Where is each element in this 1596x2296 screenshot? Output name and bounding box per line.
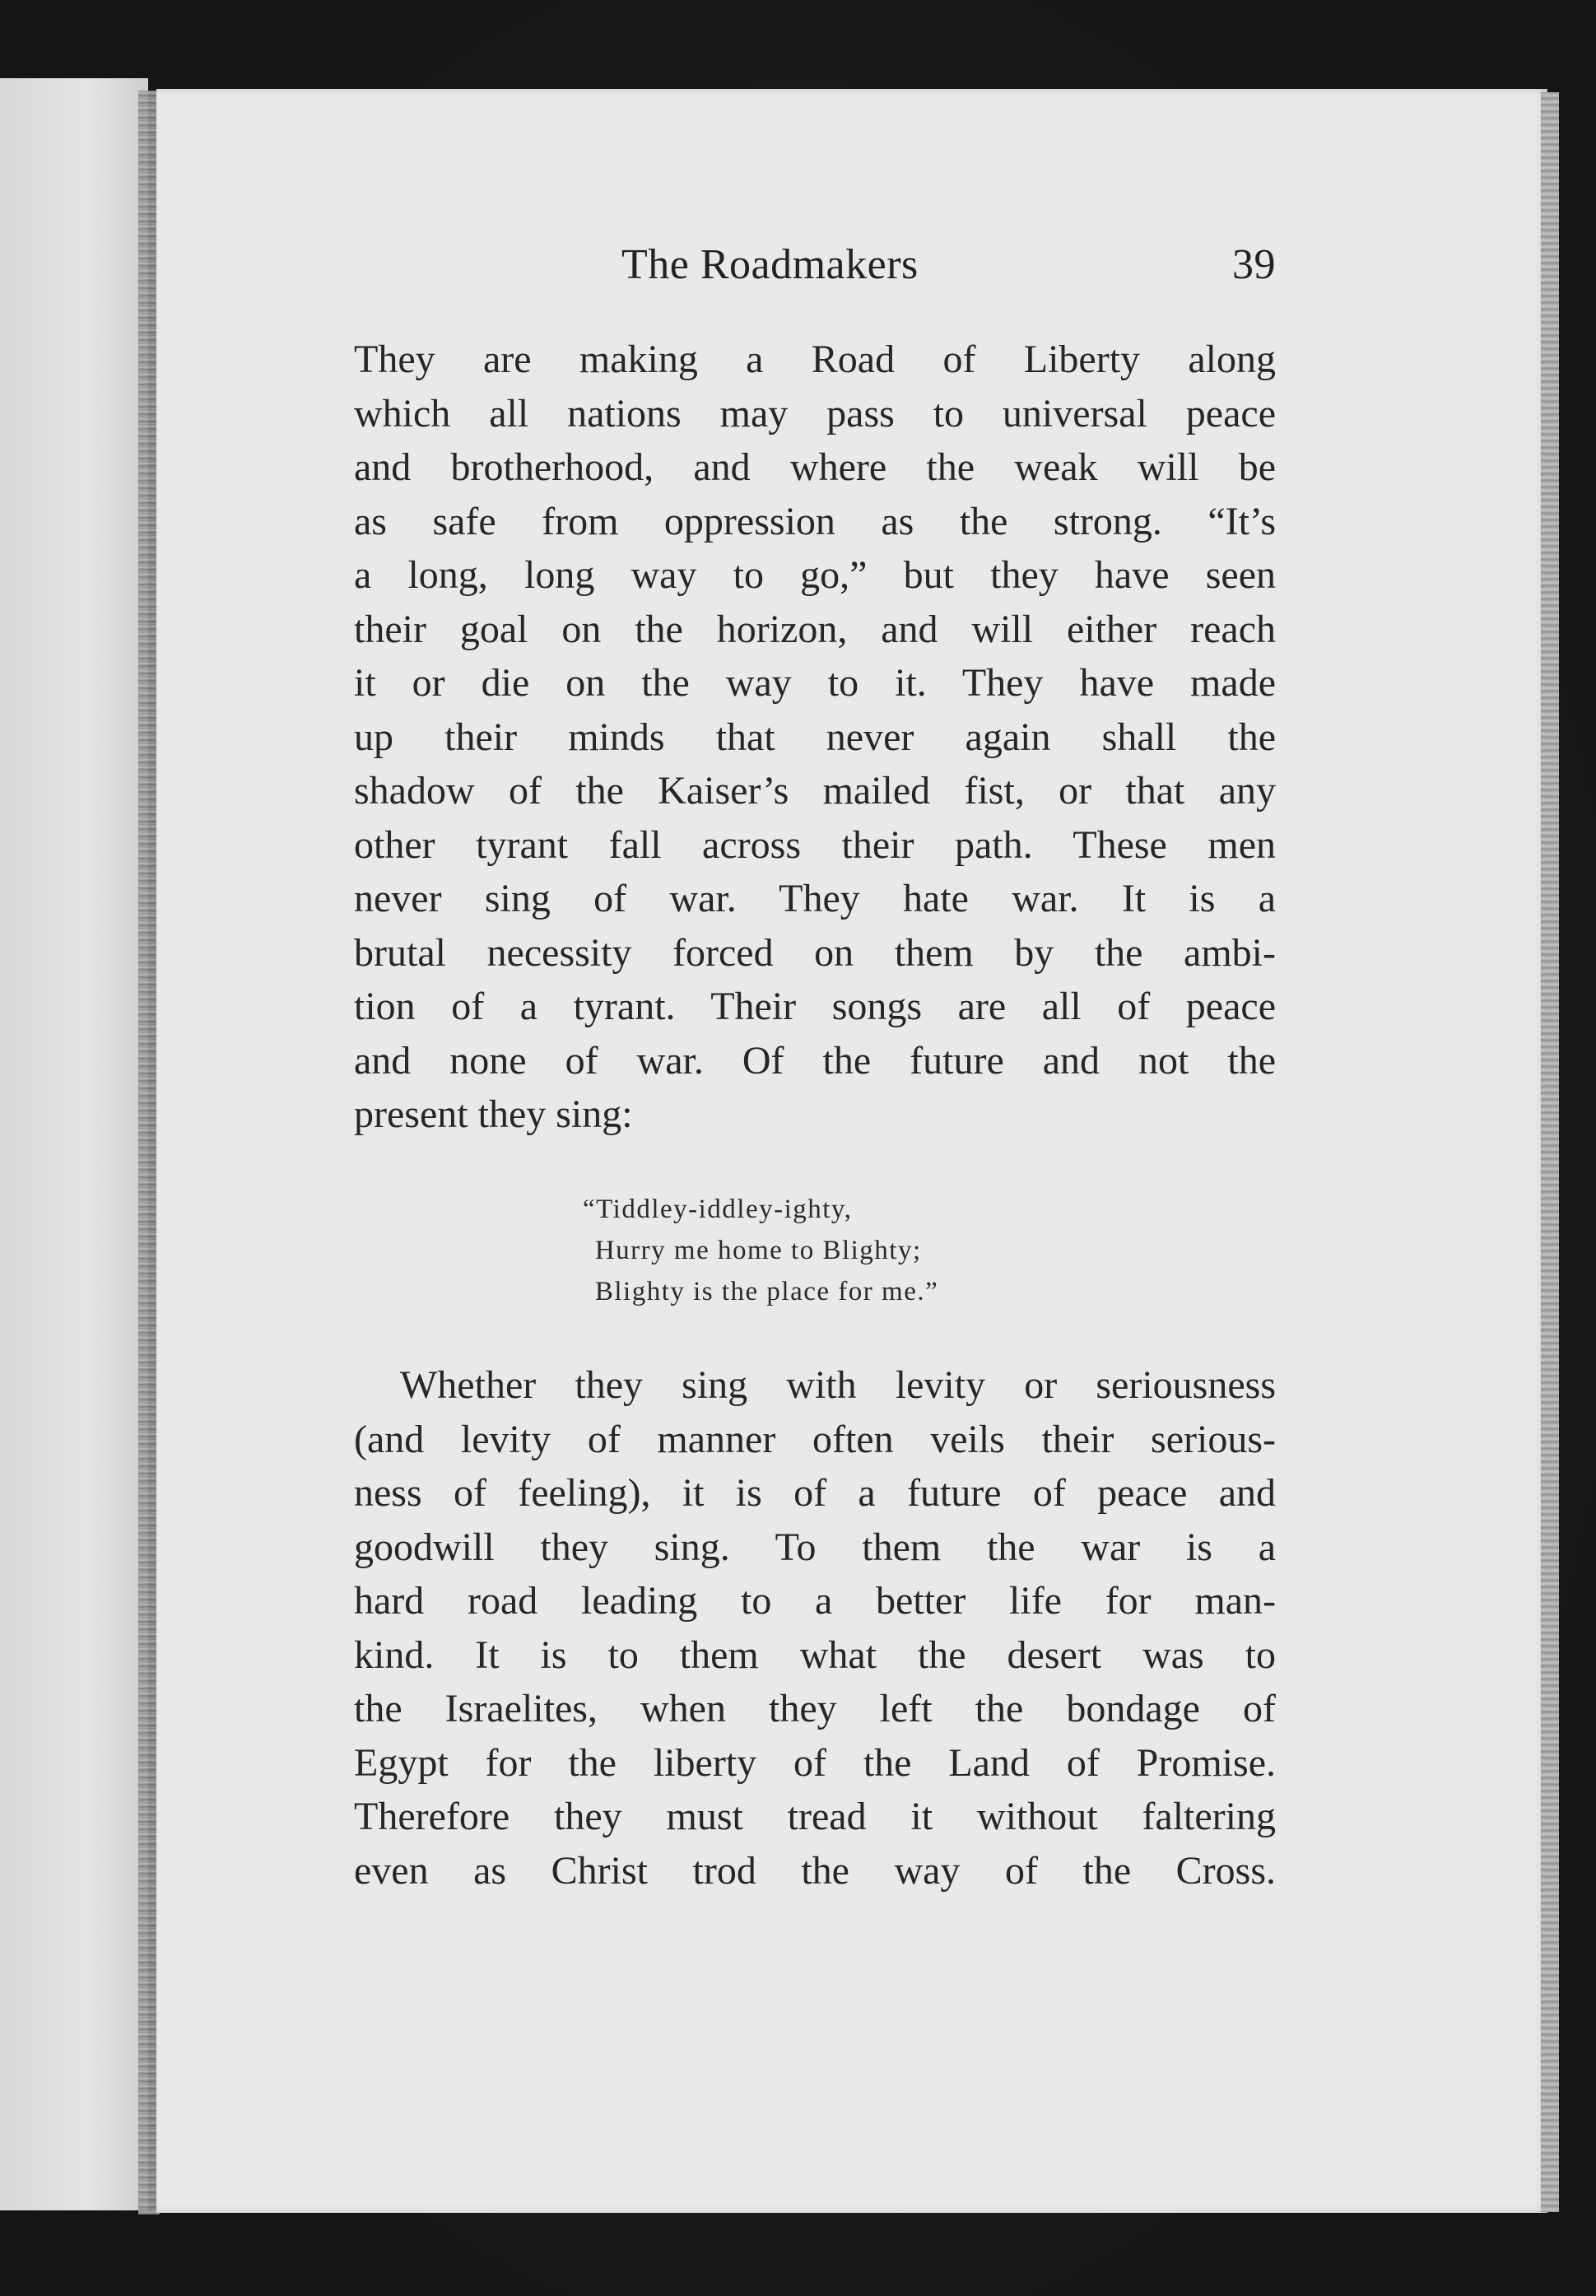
text-line: which all nations may pass to universal peace xyxy=(354,391,1276,435)
text-line: and none of war. Of the future and not the xyxy=(354,1038,1276,1083)
verse-line: Hurry me home to Blighty; xyxy=(594,1236,922,1265)
previous-page-edge xyxy=(0,78,148,2210)
text-line: hard road leading to a better life for man- xyxy=(354,1579,1276,1623)
text-line: goodwill they sing. To them the war is a xyxy=(354,1525,1276,1569)
paragraph-1 xyxy=(354,333,1276,1142)
text-line: other tyrant fall across their path. These men xyxy=(354,822,1276,867)
page-number: 39 xyxy=(1232,241,1276,288)
text-line: brutal necessity forced on them by the ambi- xyxy=(354,930,1276,975)
text-line: and brotherhood, and where the weak will be xyxy=(354,445,1276,489)
text-line: never sing of war. They hate war. It is a xyxy=(354,877,1276,920)
text-line: even as Christ trod the way of the Cross. xyxy=(354,1848,1276,1893)
verse-line: “Tiddley-iddley-ighty, xyxy=(583,1195,853,1224)
text-line: They are making a Road of Liberty along xyxy=(354,338,1276,381)
paragraph-2 xyxy=(354,1358,1276,1898)
text-line: as safe from oppression as the strong. “It’s xyxy=(354,499,1276,543)
verse-line: Blighty is the place for me.” xyxy=(594,1277,939,1306)
text-line: Egypt for the liberty of the Land of Promise. xyxy=(354,1740,1276,1785)
text-line: tion of a tyrant. Their songs are all of peace xyxy=(354,985,1276,1028)
verse-quotation xyxy=(583,1189,938,1312)
text-line: a long, long way to go,” but they have seen xyxy=(354,553,1276,597)
text-line: ness of feeling), it is of a future of peace and xyxy=(354,1471,1276,1515)
text-line: kind. It is to them what the desert was to xyxy=(354,1632,1276,1677)
text-line: shadow of the Kaiser’s mailed fist, or that any xyxy=(354,769,1276,813)
text-line: present they sing: xyxy=(354,1092,633,1136)
text-line: their goal on the horizon, and will either reach xyxy=(354,607,1276,651)
text-line: the Israelites, when they left the bondage of xyxy=(354,1687,1276,1730)
text-line: Whether they sing with levity or seriousness xyxy=(400,1363,1276,1407)
text-line: it or die on the way to it. They have made xyxy=(354,661,1276,705)
text-line: up their minds that never again shall the xyxy=(354,715,1276,759)
text-line: Therefore they must tread it without faltering xyxy=(354,1795,1276,1838)
page-stack-edge xyxy=(1541,92,1559,2212)
text-line: (and levity of manner often veils their serious- xyxy=(354,1417,1276,1461)
running-header xyxy=(621,240,1276,306)
running-title: The Roadmakers xyxy=(621,241,919,288)
